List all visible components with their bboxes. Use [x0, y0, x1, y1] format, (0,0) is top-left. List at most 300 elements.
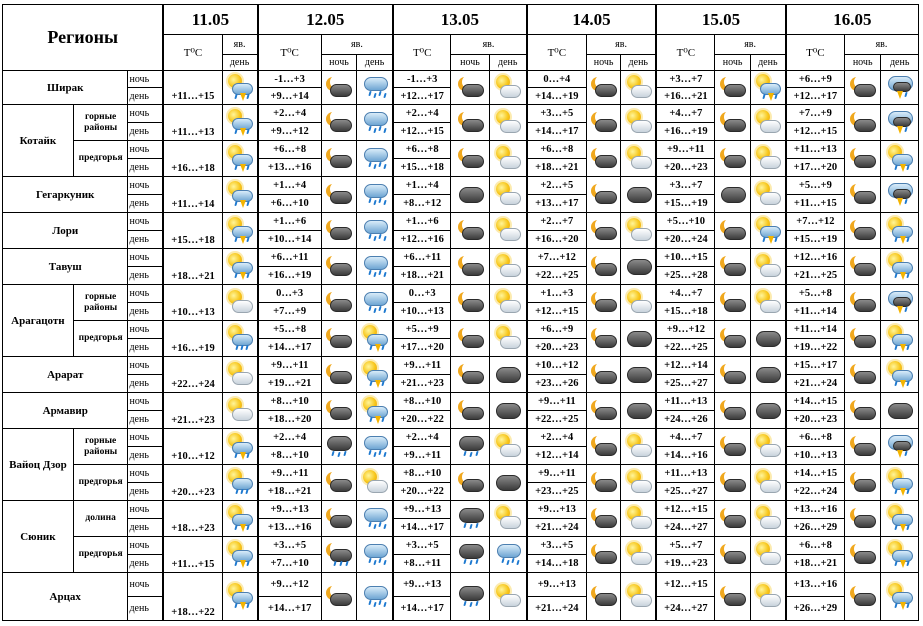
night-temp: +14…+15: [786, 393, 845, 411]
moon-cloud-icon: [848, 216, 877, 245]
night-phenomenon: [321, 357, 356, 393]
day-phenomenon: [357, 357, 393, 393]
day-phenomenon: [881, 393, 919, 429]
night-temp: +3…+7: [656, 177, 715, 195]
sun-rain-icon: [225, 468, 254, 497]
moon-cloud-icon: [324, 468, 353, 497]
night-label: ночь: [128, 141, 163, 159]
night-temp: +5…+9: [786, 177, 845, 195]
night-phenomenon: [844, 71, 880, 105]
night-temp: +1…+6: [393, 213, 451, 231]
day-phenomenon: [621, 537, 656, 573]
night-temp: +13…+16: [786, 501, 845, 519]
dark-cloud-icon: [885, 396, 914, 425]
moon-cloud-icon: [456, 216, 485, 245]
night-temp: +6…+8: [393, 141, 451, 159]
day-phenomenon: [489, 285, 526, 321]
day-phenomenon: [357, 429, 393, 465]
moon-cloud-icon: [718, 432, 747, 461]
day-phenomenon: [489, 249, 526, 285]
temp-range: +11…+13: [163, 105, 222, 141]
night-phenomenon: [844, 321, 880, 357]
night-temp: +3…+5: [393, 537, 451, 555]
temp-col-header: T⁰C: [527, 35, 587, 71]
day-temp: +14…+19: [527, 88, 587, 105]
day-phenomenon: [750, 573, 785, 621]
phenomenon-cell: [222, 213, 257, 249]
night-temp: +2…+4: [258, 429, 322, 447]
sun-cloud-icon: [225, 360, 254, 389]
phenomenon-cell: [222, 321, 257, 357]
day-temp: +12…+15: [786, 123, 845, 141]
night-col-header: ночь: [844, 55, 880, 71]
table-row: [3, 321, 919, 339]
night-phenomenon: [451, 501, 489, 537]
temp-range: +11…+14: [163, 177, 222, 213]
day-label: день: [128, 375, 163, 393]
sun-cloud-icon: [753, 108, 782, 137]
sun-rain-thunder-icon: [225, 582, 254, 611]
sun-cloud-icon: [493, 252, 522, 281]
day-phenomenon: [621, 141, 656, 177]
day-temp: +21…+23: [393, 375, 451, 393]
day-phenomenon: [881, 71, 919, 105]
day-temp: +18…+21: [527, 159, 587, 177]
night-phenomenon: [451, 249, 489, 285]
night-temp: +2…+5: [527, 177, 587, 195]
night-label: ночь: [128, 429, 163, 447]
night-label: ночь: [128, 321, 163, 339]
night-temp: +4…+7: [656, 429, 715, 447]
day-temp: +14…+17: [393, 597, 451, 621]
table-row: [3, 465, 919, 483]
sun-rain-thunder-icon: [225, 504, 254, 533]
day-phenomenon: [621, 573, 656, 621]
sun-rain-thunder-icon: [885, 582, 914, 611]
night-phenomenon: [844, 573, 880, 621]
sun-cloud-icon: [493, 108, 522, 137]
day-label: день: [128, 483, 163, 501]
day-temp: +10…+14: [258, 231, 322, 249]
night-temp: +2…+4: [393, 105, 451, 123]
night-temp: +9…+13: [393, 573, 451, 597]
moon-cloud-icon: [456, 144, 485, 173]
moon-cloud-icon: [848, 144, 877, 173]
day-label: день: [128, 339, 163, 357]
day-temp: +21…+24: [527, 597, 587, 621]
day-phenomenon: [489, 573, 526, 621]
region-name: Сюник: [3, 501, 74, 573]
moon-cloud-icon: [848, 396, 877, 425]
day-phenomenon: [357, 71, 393, 105]
night-temp: +9…+12: [258, 573, 322, 597]
temp-col-header: T⁰C: [786, 35, 845, 71]
day-col-header: день: [881, 55, 919, 71]
date-header-14.05: 14.05: [527, 5, 657, 35]
night-temp: +9…+13: [258, 501, 322, 519]
night-temp: +1…+3: [527, 285, 587, 303]
day-label: день: [128, 555, 163, 573]
night-label: ночь: [128, 71, 163, 88]
night-temp: +7…+12: [527, 249, 587, 267]
cloud-rain-icon: [360, 144, 389, 173]
region-name: Лори: [3, 213, 128, 249]
night-temp: +9…+12: [656, 321, 715, 339]
day-phenomenon: [881, 321, 919, 357]
day-label: день: [128, 411, 163, 429]
night-temp: +6…+8: [786, 537, 845, 555]
night-phenomenon: [321, 321, 356, 357]
night-phenomenon: [844, 357, 880, 393]
day-temp: +22…+25: [527, 411, 587, 429]
day-phenomenon: [750, 249, 785, 285]
table-row: [3, 501, 919, 519]
temp-range: +10…+12: [163, 429, 222, 465]
subregion-name: предгорья: [73, 465, 128, 501]
night-phenomenon: [586, 429, 620, 465]
night-phenomenon: [451, 105, 489, 141]
sun-rain-thunder-icon: [225, 108, 254, 137]
regions-header: Регионы: [3, 5, 164, 71]
day-temp: +9…+14: [258, 88, 322, 105]
night-label: ночь: [128, 501, 163, 519]
sun-rain-thunder-icon: [225, 180, 254, 209]
day-phenomenon: [489, 501, 526, 537]
dark-cloud-icon: [493, 396, 522, 425]
day-temp: +7…+9: [258, 303, 322, 321]
dark-cloud-rain-icon: [456, 432, 485, 461]
day-phenomenon: [489, 357, 526, 393]
cloud-thunder-icon: [885, 73, 914, 102]
cloud-rain-icon: [360, 288, 389, 317]
day-phenomenon: [881, 249, 919, 285]
night-phenomenon: [586, 105, 620, 141]
night-phenomenon: [586, 357, 620, 393]
temp-range: +18…+23: [163, 501, 222, 537]
day-temp: +26…+29: [786, 597, 845, 621]
night-phenomenon: [451, 357, 489, 393]
night-phenomenon: [321, 393, 356, 429]
night-temp: +6…+8: [527, 141, 587, 159]
night-phenomenon: [844, 213, 880, 249]
day-temp: +11…+15: [786, 195, 845, 213]
cloud-rain-icon: [360, 108, 389, 137]
day-temp: +14…+17: [393, 519, 451, 537]
day-phenomenon: [357, 249, 393, 285]
day-temp: +18…+21: [393, 267, 451, 285]
table-row: [3, 249, 919, 267]
day-phenomenon: [881, 213, 919, 249]
day-temp: +25…+28: [656, 267, 715, 285]
day-phenomenon: [750, 177, 785, 213]
region-name: Ширак: [3, 71, 128, 105]
night-temp: +12…+15: [656, 501, 715, 519]
phenomenon-col-header: яв.: [222, 35, 257, 55]
day-temp: +12…+15: [527, 303, 587, 321]
night-temp: +2…+7: [527, 213, 587, 231]
cloud-rain-icon: [493, 540, 522, 569]
dark-cloud-rain-icon: [324, 432, 353, 461]
night-temp: +7…+12: [786, 213, 845, 231]
sun-rain-thunder-icon: [885, 252, 914, 281]
moon-cloud-icon: [456, 360, 485, 389]
phenomenon-col-header: яв.: [321, 35, 393, 55]
day-phenomenon: [489, 393, 526, 429]
night-phenomenon: [844, 105, 880, 141]
temp-range: +20…+23: [163, 465, 222, 501]
sun-cloud-icon: [493, 324, 522, 353]
day-phenomenon: [881, 105, 919, 141]
moon-cloud-icon: [718, 144, 747, 173]
night-temp: +9…+13: [393, 501, 451, 519]
sun-cloud-icon: [624, 73, 653, 102]
moon-cloud-icon: [848, 73, 877, 102]
day-phenomenon: [750, 501, 785, 537]
day-phenomenon: [621, 249, 656, 285]
sun-rain-thunder-icon: [225, 432, 254, 461]
night-temp: +3…+5: [527, 537, 587, 555]
night-temp: +8…+10: [393, 393, 451, 411]
moon-cloud-icon: [848, 108, 877, 137]
day-temp: +20…+23: [527, 339, 587, 357]
day-temp: +10…+13: [393, 303, 451, 321]
temp-range: +22…+24: [163, 357, 222, 393]
night-temp: +9…+11: [527, 465, 587, 483]
day-temp: +18…+21: [258, 483, 322, 501]
day-temp: +19…+22: [786, 339, 845, 357]
temp-range: +18…+22: [163, 573, 222, 621]
night-temp: +5…+8: [258, 321, 322, 339]
sun-cloud-icon: [225, 396, 254, 425]
sun-cloud-icon: [624, 432, 653, 461]
day-label: день: [128, 519, 163, 537]
day-temp: +25…+27: [656, 483, 715, 501]
day-phenomenon: [881, 537, 919, 573]
phenomenon-col-header: яв.: [451, 35, 527, 55]
sun-rain-thunder-icon: [225, 73, 254, 102]
moon-cloud-icon: [324, 396, 353, 425]
cloud-thunder-icon: [885, 108, 914, 137]
moon-cloud-icon: [589, 360, 618, 389]
moon-cloud-icon: [848, 324, 877, 353]
day-phenomenon: [621, 393, 656, 429]
day-col-header: день: [750, 55, 785, 71]
night-phenomenon: [451, 141, 489, 177]
day-temp: +19…+23: [656, 555, 715, 573]
night-phenomenon: [451, 429, 489, 465]
day-label: день: [128, 231, 163, 249]
sun-cloud-icon: [493, 288, 522, 317]
dark-cloud-icon: [456, 180, 485, 209]
temp-range: +10…+13: [163, 285, 222, 321]
moon-cloud-icon: [589, 252, 618, 281]
day-phenomenon: [750, 465, 785, 501]
day-temp: +18…+20: [258, 411, 322, 429]
temp-col-header: T⁰C: [656, 35, 715, 71]
cloud-rain-icon: [360, 216, 389, 245]
sun-rain-thunder-icon: [753, 73, 782, 102]
moon-cloud-icon: [848, 360, 877, 389]
day-temp: +24…+26: [656, 411, 715, 429]
moon-cloud-icon: [848, 432, 877, 461]
temp-range: +11…+15: [163, 71, 222, 105]
day-temp: +8…+10: [258, 447, 322, 465]
day-temp: +26…+29: [786, 519, 845, 537]
day-temp: +11…+14: [786, 303, 845, 321]
night-phenomenon: [715, 71, 750, 105]
day-temp: +22…+24: [786, 483, 845, 501]
day-temp: +20…+22: [393, 411, 451, 429]
night-temp: +2…+4: [258, 105, 322, 123]
night-temp: +13…+16: [786, 573, 845, 597]
sun-cloud-icon: [493, 504, 522, 533]
night-phenomenon: [844, 249, 880, 285]
night-phenomenon: [715, 573, 750, 621]
day-phenomenon: [881, 465, 919, 501]
moon-cloud-icon: [718, 252, 747, 281]
day-phenomenon: [489, 71, 526, 105]
table-row: [3, 177, 919, 195]
dark-cloud-icon: [493, 468, 522, 497]
night-phenomenon: [321, 71, 356, 105]
day-temp: +24…+27: [656, 597, 715, 621]
day-temp: +21…+25: [786, 267, 845, 285]
sun-rain-thunder-icon: [225, 144, 254, 173]
day-temp: +14…+17: [258, 339, 322, 357]
subregion-name: горные районы: [73, 429, 128, 465]
night-temp: +5…+8: [786, 285, 845, 303]
night-label: ночь: [128, 285, 163, 303]
sun-cloud-icon: [493, 73, 522, 102]
phenomenon-cell: [222, 141, 257, 177]
day-temp: +15…+18: [393, 159, 451, 177]
day-col-header: день: [489, 55, 526, 71]
night-temp: +15…+17: [786, 357, 845, 375]
night-phenomenon: [844, 465, 880, 501]
night-phenomenon: [715, 105, 750, 141]
dark-cloud-icon: [624, 360, 653, 389]
dark-cloud-icon: [624, 252, 653, 281]
day-phenomenon: [750, 141, 785, 177]
day-phenomenon: [357, 537, 393, 573]
night-temp: +9…+11: [258, 465, 322, 483]
night-phenomenon: [844, 501, 880, 537]
subregion-name: предгорья: [73, 141, 128, 177]
sun-cloud-icon: [753, 288, 782, 317]
dark-cloud-icon: [753, 360, 782, 389]
moon-cloud-icon: [718, 288, 747, 317]
night-phenomenon: [844, 141, 880, 177]
night-label: ночь: [128, 465, 163, 483]
night-temp: +8…+10: [258, 393, 322, 411]
night-phenomenon: [451, 321, 489, 357]
night-phenomenon: [321, 249, 356, 285]
night-temp: +5…+7: [656, 537, 715, 555]
dark-cloud-icon: [493, 360, 522, 389]
night-phenomenon: [586, 71, 620, 105]
moon-cloud-icon: [718, 468, 747, 497]
night-label: ночь: [128, 249, 163, 267]
phenomenon-cell: [222, 71, 257, 105]
temp-range: +21…+23: [163, 393, 222, 429]
phenomenon-cell: [222, 537, 257, 573]
date-header-13.05: 13.05: [393, 5, 527, 35]
night-phenomenon: [844, 393, 880, 429]
night-temp: +11…+13: [786, 141, 845, 159]
night-label: ночь: [128, 537, 163, 555]
night-phenomenon: [321, 285, 356, 321]
night-phenomenon: [844, 177, 880, 213]
night-temp: +12…+16: [786, 249, 845, 267]
night-phenomenon: [586, 537, 620, 573]
phenomenon-col-header: яв.: [844, 35, 918, 55]
day-phenomenon: [881, 177, 919, 213]
day-temp: +24…+27: [656, 519, 715, 537]
night-phenomenon: [321, 537, 356, 573]
moon-cloud-icon: [324, 582, 353, 611]
night-temp: +5…+9: [393, 321, 451, 339]
cloud-thunder-icon: [885, 432, 914, 461]
day-temp: +12…+14: [527, 447, 587, 465]
moon-cloud-icon: [589, 73, 618, 102]
night-phenomenon: [715, 429, 750, 465]
night-temp: 0…+3: [393, 285, 451, 303]
day-label: день: [128, 159, 163, 177]
day-phenomenon: [489, 537, 526, 573]
day-temp: +22…+25: [656, 339, 715, 357]
phenomenon-cell: [222, 429, 257, 465]
moon-cloud-icon: [324, 108, 353, 137]
sun-cloud-icon: [493, 216, 522, 245]
night-phenomenon: [586, 177, 620, 213]
day-phenomenon: [750, 357, 785, 393]
region-name: Гегаркуник: [3, 177, 128, 213]
night-phenomenon: [715, 285, 750, 321]
moon-cloud-icon: [589, 108, 618, 137]
day-phenomenon: [621, 285, 656, 321]
sun-cloud-icon: [225, 288, 254, 317]
phenomenon-col-header: яв.: [586, 35, 656, 55]
moon-cloud-icon: [324, 360, 353, 389]
date-header-16.05: 16.05: [786, 5, 919, 35]
day-temp: +21…+24: [786, 375, 845, 393]
moon-cloud-icon: [456, 396, 485, 425]
night-phenomenon: [451, 71, 489, 105]
day-phenomenon: [881, 357, 919, 393]
night-phenomenon: [715, 393, 750, 429]
night-temp: +4…+7: [656, 105, 715, 123]
temp-range: +16…+19: [163, 321, 222, 357]
cloud-rain-icon: [360, 180, 389, 209]
day-phenomenon: [750, 393, 785, 429]
region-name: Армавир: [3, 393, 128, 429]
temp-col-header: T⁰C: [393, 35, 451, 71]
phenomenon-cell: [222, 393, 257, 429]
phenomenon-cell: [222, 573, 257, 621]
day-phenomenon: [750, 105, 785, 141]
night-phenomenon: [586, 213, 620, 249]
table-row: [3, 71, 919, 88]
sun-cloud-icon: [493, 582, 522, 611]
night-phenomenon: [451, 213, 489, 249]
day-temp: +20…+23: [786, 411, 845, 429]
night-temp: +2…+4: [393, 429, 451, 447]
table-row: [3, 285, 919, 303]
night-phenomenon: [844, 429, 880, 465]
moon-cloud-icon: [718, 324, 747, 353]
moon-cloud-icon: [718, 540, 747, 569]
night-temp: +14…+15: [786, 465, 845, 483]
